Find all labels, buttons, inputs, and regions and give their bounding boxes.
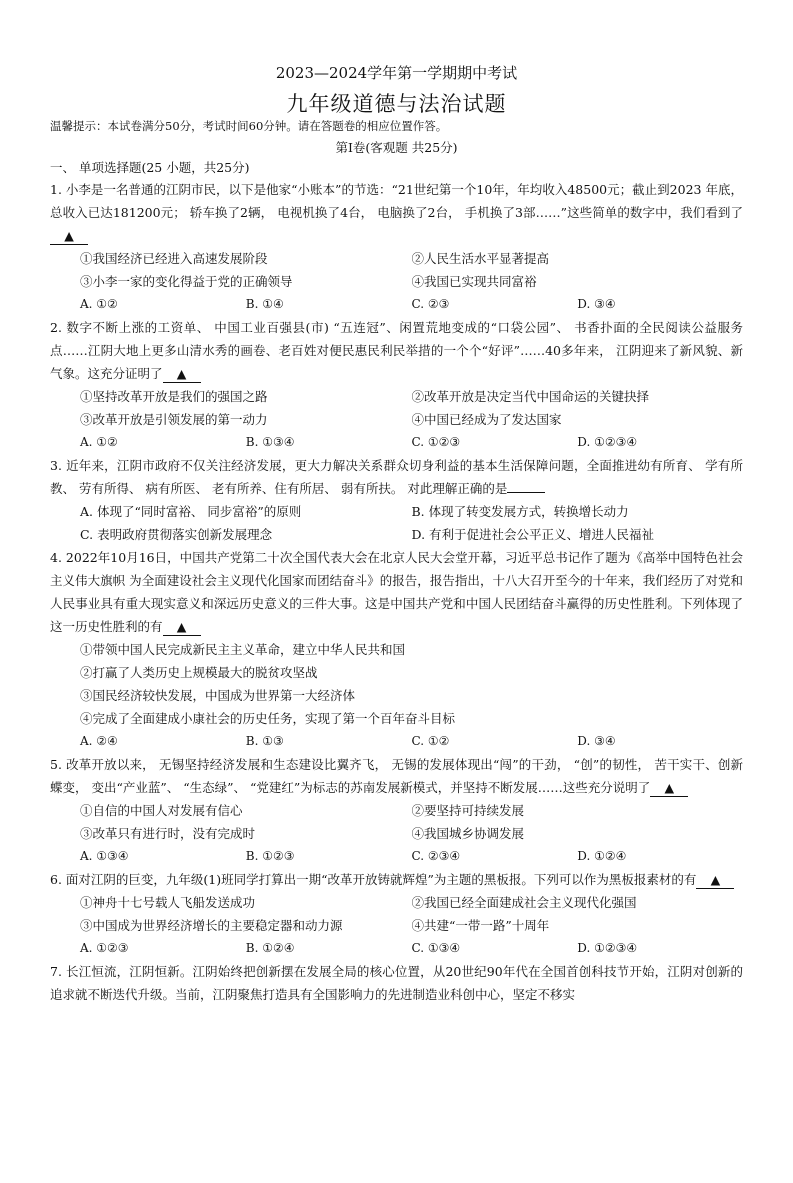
exam-tip: 温馨提示：本试卷满分50分，考试时间60分钟。请在答题卷的相应位置作答。: [50, 119, 448, 133]
option-statement: ④完成了全面建成小康社会的历史任务，实现了第一个百年奋斗目标: [80, 711, 456, 726]
question-3-stem: 3. 近年来，江阴市政府不仅关注经济发展，更大力解决关系群众切身利益的基本生活保障问题，全面推进幼有所育、 学有所教、 劳有所得、 病有所医、 老有所养、住有所居、 弱有所扶。 对此理解正确的是: [50, 458, 743, 496]
choice-a: A. ①②③: [80, 941, 129, 955]
question-5-choices: [50, 845, 743, 868]
option-statement: ④共建“一带一路”十周年: [411, 918, 550, 933]
option-statement: ②打赢了人类历史上规模最大的脱贫攻坚战: [80, 665, 318, 680]
option-statement: ②要坚持可持续发展: [411, 803, 525, 818]
question-1-choices: [50, 293, 743, 316]
question-5-options: [50, 822, 743, 845]
choice-b: B. ①③④: [245, 435, 295, 449]
question-2-stem: 2. 数字不断上涨的工资单、 中国工业百强县(市) “五连冠”、闲置荒地变成的“口袋公园”、 书香扑面的全民阅读公益服务点……江阴大地上更多山清水秀的画卷、老百姓对便民惠民利民举措的一个个“好评”……40多年来， 江阴迎来了新风貌、新气象。这充分证明了 ▲: [50, 320, 743, 381]
choice-c: C. 表明政府贯彻落实创新发展理念: [80, 527, 273, 542]
choice-d: D. ③④: [577, 297, 616, 311]
option-statement: ③小李一家的变化得益于党的正确领导: [80, 274, 293, 289]
subject-title: 九年级道德与法治试题: [286, 92, 507, 116]
question-1-stem: 1. 小李是一名普通的江阴市民，以下是他家“小账本”的节选：“21世纪第一个10年，年均收入48500元；截止到2023 年底， 总收入已达181200元； 轿车换了2辆， 电视机换了4台， 电脑换了2台， 手机换了3部……”这些简单的数字中，我们看到了▲: [50, 182, 743, 243]
option-statement: ④中国已经成为了发达国家: [411, 412, 562, 427]
choice-c: C. ①③④: [411, 941, 461, 955]
choice-a: A. ①③④: [80, 849, 129, 863]
question-7-stem: 7. 长江恒流，江阴恒新。江阴始终把创新摆在发展全局的核心位置，从20世纪90年代在全国首创科技节开始，江阴对创新的追求就不断迭代升级。当前，江阴聚焦打造具有全国影响力的先进制造业科创中心，坚定不移实: [50, 964, 743, 1002]
option-statement: ④我国已实现共同富裕: [411, 274, 537, 289]
question-3-choices: [50, 500, 743, 523]
question-5-options: [50, 799, 743, 822]
question-1-options: [50, 270, 743, 293]
option-statement: ③改革只有进行时，没有完成时: [80, 826, 256, 841]
question-6-choices: [50, 937, 743, 960]
question-2-options: [50, 385, 743, 408]
option-statement: ①自信的中国人对发展有信心: [80, 803, 243, 818]
choice-d: D. ③④: [577, 734, 616, 748]
question-6-options: [50, 914, 743, 937]
choice-c: C. ①②: [411, 734, 450, 748]
choice-b: B. ①④: [245, 297, 284, 311]
option-statement: ③中国成为世界经济增长的主要稳定器和动力源: [80, 918, 343, 933]
answer-blank: ▲: [163, 619, 201, 636]
option-statement: ①神舟十七号载人飞船发送成功: [80, 895, 256, 910]
answer-blank: ▲: [163, 366, 201, 383]
option-statement: ②人民生活水平显著提高: [411, 251, 550, 266]
part-heading: 第Ⅰ卷(客观题 共25分): [335, 140, 458, 155]
choice-b: B. ①③: [245, 734, 284, 748]
answer-blank: [507, 492, 545, 493]
choice-d: D. ①②③④: [577, 941, 638, 955]
choice-a: A. ②④: [80, 734, 118, 748]
choice-b: B. 体现了转变发展方式，转换增长动力: [411, 504, 629, 519]
choice-b: B. ①②④: [245, 941, 295, 955]
option-statement: ①带领中国人民完成新民主主义革命，建立中华人民共和国: [80, 642, 406, 657]
section-heading: 一、 单项选择题(25 小题，共25分): [50, 160, 250, 175]
question-1-options: [50, 247, 743, 270]
option-statement: ①坚持改革开放是我们的强国之路: [80, 389, 268, 404]
question-3-choices: [50, 523, 743, 546]
choice-a: A. 体现了“同时富裕、 同步富裕”的原则: [80, 504, 302, 519]
choice-c: C. ②③: [411, 297, 450, 311]
answer-blank: ▲: [650, 780, 688, 797]
choice-a: A. ①②: [80, 297, 118, 311]
choice-a: A. ①②: [80, 435, 118, 449]
question-6-stem: 6. 面对江阴的巨变，九年级(1)班同学打算出一期“改革开放铸就辉煌”为主题的黑板报。下列可以作为黑板报素材的有 ▲: [50, 868, 743, 891]
choice-d: D. ①②③④: [577, 435, 638, 449]
question-4-stem: 4. 2022年10月16日，中国共产党第二十次全国代表大会在北京人民大会堂开幕，习近平总书记作了题为《高举中国特色社会主义伟大旗帜 为全面建设社会主义现代化国家而团结奋斗》的报告，报告指出，十八大召开至今的十年来，我们经历了对党和人民事业具有重大现实意义和深远历史意义的三件大事。这是中国共产党和中国人民团结奋斗赢得的历史性胜利。下列体现了这一历史性胜利的有 ▲: [50, 550, 743, 634]
option-statement: ③国民经济较快发展，中国成为世界第一大经济体: [80, 688, 356, 703]
option-statement: ②改革开放是决定当代中国命运的关键抉择: [411, 389, 650, 404]
choice-d: D. ①②④: [577, 849, 627, 863]
question-2-choices: [50, 431, 743, 454]
choice-c: C. ②③④: [411, 849, 461, 863]
option-statement: ④我国城乡协调发展: [411, 826, 525, 841]
exam-page: [0, 62, 793, 1183]
exam-title: 2023—2024学年第一学期期中考试: [275, 64, 518, 82]
answer-blank: ▲: [696, 872, 734, 889]
option-statement: ③改革开放是引领发展的第一动力: [80, 412, 268, 427]
question-6-options: [50, 891, 743, 914]
choice-b: B. ①②③: [245, 849, 295, 863]
answer-blank: ▲: [50, 228, 88, 245]
question-4-choices: [50, 730, 743, 753]
option-statement: ②我国已经全面建成社会主义现代化强国: [411, 895, 637, 910]
question-5-stem: 5. 改革开放以来， 无锡坚持经济发展和生态建设比翼齐飞， 无锡的发展体现出“闯”的干劲， “创”的韧性， 苦干实干、创新蝶变， 变出“产业蓝”、 “生态绿”、 “党建红”为标志的苏南发展新模式，并坚持不断发展……这些充分说明了 ▲: [50, 757, 743, 795]
question-2-options: [50, 408, 743, 431]
choice-c: C. ①②③: [411, 435, 461, 449]
choice-d: D. 有利于促进社会公平正义、增进人民福祉: [411, 527, 655, 542]
option-statement: ①我国经济已经进入高速发展阶段: [80, 251, 268, 266]
